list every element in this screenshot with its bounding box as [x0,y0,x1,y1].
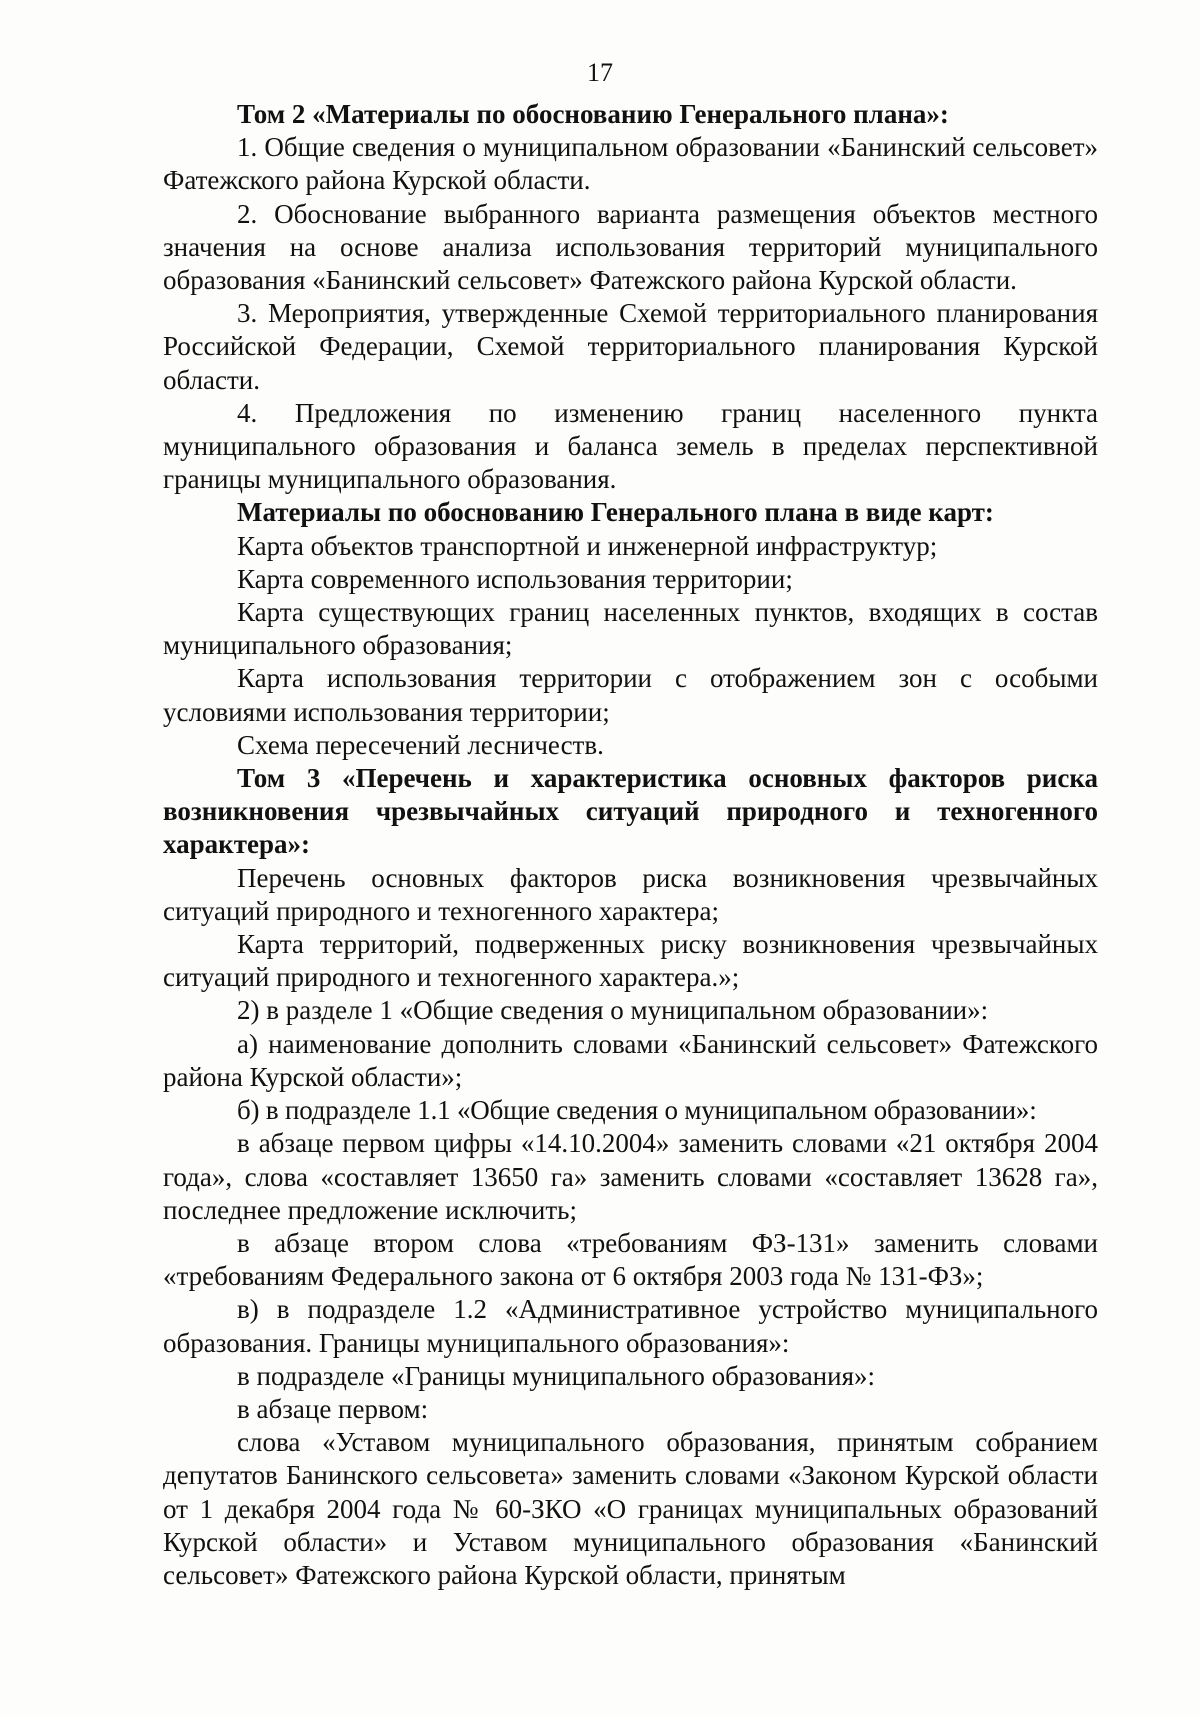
risk-map-item: Карта территорий, подверженных риску возникновения чрезвычайных ситуаций природного и техногенного характера.»; [163,929,1098,993]
page-number: 17 [587,58,613,87]
list-item-3: 3. Мероприятия, утвержденные Схемой территориального планирования Российской Федерации, Схемой территориального планирования Курской области. [163,298,1098,395]
heading-volume-2: Том 2 «Материалы по обоснованию Генерального плана»: [237,99,949,129]
heading-maps: Материалы по обоснованию Генерального плана в виде карт: [237,497,994,528]
list-item-1: 1. Общие сведения о муниципальном образовании «Банинский сельсовет» Фатежского района Курской области. [163,132,1098,196]
amendment-c-words: слова «Уставом муниципального образования, принятым собранием депутатов Банинского сельсовета» заменить словами «Законом Курской области от 1 декабря 2004 года № 60-ЗКО «О границах муниципальных образований Курской области» и Уставом муниципального образования «Банинский сельсовет» Фатежского района Курской области, принятым [163,1427,1098,1590]
amendment-c: в) в подразделе 1.2 «Административное устройство муниципального образования. Границы муниципального образования»: [163,1294,1098,1358]
amendment-a: а) наименование дополнить словами «Банинский сельсовет» Фатежского района Курской области»; [163,1028,1098,1092]
map-item-forestry: Схема пересечений лесничеств. [237,729,604,760]
risk-list-item: Перечень основных факторов риска возникновения чрезвычайных ситуаций природного и техногенного характера; [163,862,1098,926]
amendment-c-para-1: в абзаце первом: [237,1393,429,1424]
amendment-c-subsection: в подразделе «Границы муниципального образования»: [237,1360,875,1391]
amendment-b: б) в подразделе 1.1 «Общие сведения о муниципальном образовании»: [237,1095,1037,1126]
map-item-transport: Карта объектов транспортной и инженерной инфраструктур; [237,530,938,561]
map-item-zones: Карта использования территории с отображением зон с особыми условиями использования территории; [163,663,1098,727]
map-item-current-use: Карта современного использования территории; [237,563,793,594]
heading-volume-3: Том 3 «Перечень и характеристика основных факторов риска возникновения чрезвычайных ситуаций природного и техногенного характера»: [163,763,1098,860]
list-item-2: 2. Обоснование выбранного варианта размещения объектов местного значения на основе анализа использования территорий муниципального образования «Банинский сельсовет» Фатежского района Курской области. [163,198,1098,296]
document-body [163,98,1098,1592]
amendment-b-para-2: в абзаце втором слова «требованиям ФЗ-131» заменить словами «требованиям Федерального закона от 6 октября 2003 года № 131-ФЗ»; [163,1227,1098,1292]
list-item-4: 4. Предложения по изменению границ населенного пункта муниципального образования и баланса земель в пределах перспективной границы муниципального образования. [163,397,1098,495]
amendment-b-para-1: в абзаце первом цифры «14.10.2004» заменить словами «21 октября 2004 года», слова «составляет 13650 га» заменить словами «составляет 13628 га», последнее предложение исключить; [163,1128,1098,1225]
amendment-section-1: 2) в разделе 1 «Общие сведения о муниципальном образовании»: [237,995,989,1026]
map-item-borders: Карта существующих границ населенных пунктов, входящих в состав муниципального образования; [163,597,1098,661]
